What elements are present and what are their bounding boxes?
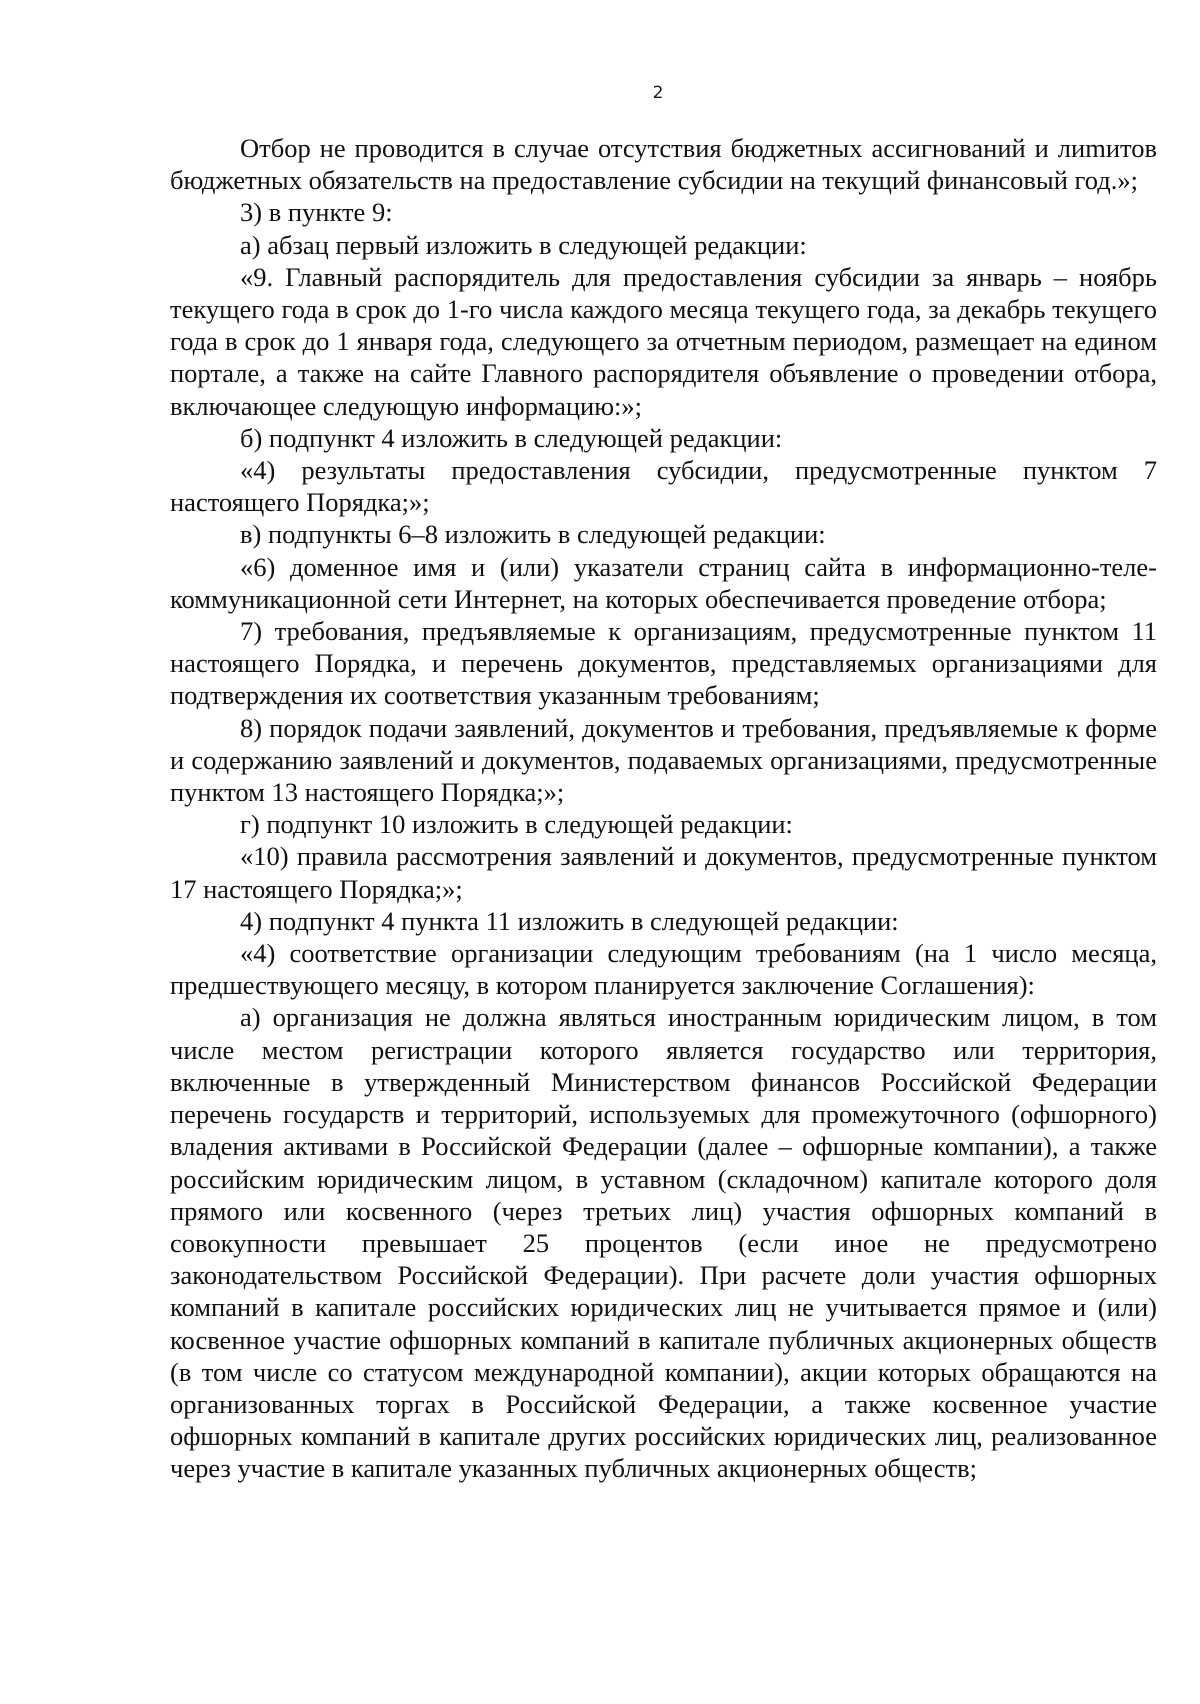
paragraph: Отбор не проводится в случае отсутствия бюджетных ассигнований и лиmитов бюджетных обязательств на предоставление субсидии на текущий финансовый год.»;: [170, 133, 1157, 196]
paragraph: 8) порядок подачи заявлений, документов и требования, предъявляемые к форме и содержанию заявлений и документов, подаваемых организациями, предусмотренные пунктом 13 настоящего Порядка;»;: [170, 712, 1157, 808]
paragraph: 7) требования, предъявляемые к организациям, предусмотренные пунктом 11 настоящего Порядка, и перечень документов, представляемых организациями для подтверждения их соответствия указанным требованиям;: [170, 616, 1157, 711]
paragraph: 4) подпункт 4 пункта 11 изложить в следующей редакции:: [240, 905, 899, 936]
paragraph: «10) правила рассмотрения заявлений и документов, предусмотренные пунктом 17 настоящего Порядка;»;: [170, 841, 1157, 904]
page-number: 2: [652, 83, 664, 103]
paragraph: «9. Главный распорядитель для предоставления субсидии за январь – ноябрь текущего года в срок до 1-го числа каждого месяца текущего года, за декабрь текущего года в срок до 1 января года, следующего за отчетным периодом, размещает на едином портале, а также на сайте Главного распорядителя объявление о проведении отбора, включающее следующую информацию:»;: [170, 261, 1157, 421]
paragraph: б) подпункт 4 изложить в следующей редакции:: [240, 422, 783, 453]
paragraph: «6) доменное имя и (или) указатели страниц сайта в информационно-телекоммуникационной сети Интернет, на которых обеспечивается проведение отбора;: [170, 551, 1157, 614]
paragraph: а) абзац первый изложить в следующей редакции:: [240, 229, 807, 260]
paragraph: 3) в пункте 9:: [240, 197, 393, 228]
paragraph: в) подпункты 6–8 изложить в следующей редакции:: [240, 519, 826, 550]
paragraph: г) подпункт 10 изложить в следующей редакции:: [240, 809, 793, 840]
paragraph: «4) соответствие организации следующим требованиям (на 1 число месяца, предшествующего месяцу, в котором планируется заключение Соглашения):: [170, 938, 1157, 1001]
paragraph: «4) результаты предоставления субсидии, предусмотренные пунктом 7 настоящего Порядка;»;: [170, 455, 1157, 518]
document-body: [170, 132, 1157, 1485]
paragraph: а) организация не должна являться иностранным юридическим лицом, в том числе местом регистрации которого является государство или территория, включенные в утвержденный Министерством финансов Российской Федерации перечень государств и территорий, используемых для промежуточного (офшорного) владения активами в Российской Федерации (далее – офшорные компании), а также российским юридическим лицом, в уставном (складочном) капитале которого доля прямого или косвенного (через третьих лиц) участия офшорных компаний в совокупности превышает 25 процентов (если иное не предусмотрено законодательством Российской Федерации). При расчете доли участия офшорных компаний в капитале российских юридических лиц не учитывается прямое и (или) косвенное участие офшорных компаний в капитале публичных акционерных обществ (в том числе со статусом международной компании), акции которых обращаются на организованных торгах в Российской Федерации, а также косвенное участие офшорных компаний в капитале других российских юридических лиц, реализованное через участие в капитале указанных публичных акционерных обществ;: [170, 1002, 1157, 1484]
